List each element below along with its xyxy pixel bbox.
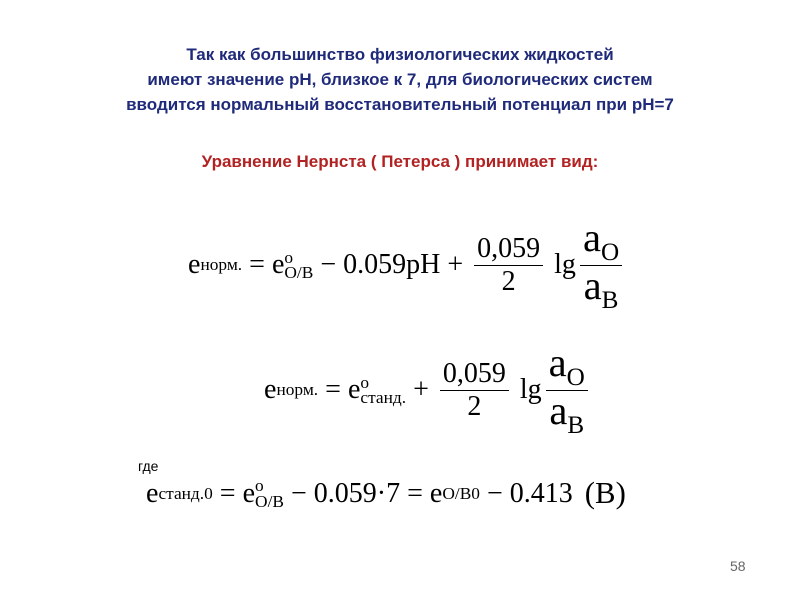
equation-nernst-peters: [188, 215, 626, 314]
heading: [0, 42, 800, 117]
eq3-sup-zero: 0: [204, 483, 213, 503]
eq1-a-den-sub: В: [601, 286, 619, 314]
eq3-sub-ov: O/В: [255, 491, 284, 511]
eq1-fraction-den: 2: [501, 265, 516, 297]
eq2-fraction: [440, 358, 509, 423]
eq1-a-den: a: [583, 262, 602, 308]
page-number: 58: [730, 558, 746, 574]
eq1-sub-norm: норм.: [200, 255, 243, 275]
eq2-sub-stand: станд.: [360, 388, 407, 408]
heading-line-2: имеют значение рН, близкое к 7, для биологических систем: [147, 70, 653, 89]
eq1-e: e: [188, 249, 201, 281]
eq1-a-num-sub: O: [600, 238, 620, 266]
eq2-e2: e: [347, 374, 361, 406]
eq2-a-num-sub: O: [566, 363, 585, 391]
eq3-sub-ov2: O/В: [442, 483, 472, 503]
eq2-fraction-den: 2: [467, 390, 482, 422]
eq1-lg: lg: [547, 249, 576, 281]
eq3-mid: − 0.059·7 =: [283, 477, 430, 509]
where-label: где: [138, 458, 159, 474]
eq1-activity-fraction: [580, 215, 622, 314]
eq3-sub-stand: станд.: [158, 483, 205, 503]
eq1-a-num: a: [582, 215, 601, 260]
eq2-activity-fraction: [546, 340, 588, 439]
eq3-e2: e: [242, 477, 256, 509]
eq2-a-num: a: [548, 340, 567, 385]
eq3-unit: (В): [584, 476, 626, 510]
eq2-sub-norm: норм.: [276, 380, 319, 400]
eq2-a-den-sub: В: [567, 411, 585, 439]
eq1-fraction: [474, 233, 543, 298]
equation-standard-potential: [146, 476, 626, 511]
heading-line-3: вводится нормальный восстановительный потенциал при рН=7: [126, 95, 674, 114]
eq3-equals: =: [212, 477, 243, 509]
eq1-fraction-num: 0,059: [477, 232, 541, 264]
eq3-sup-zero2: 0: [471, 483, 480, 503]
eq1-e2: e: [271, 249, 285, 281]
subtitle: Уравнение Нернста ( Петерса ) принимает вид:: [201, 152, 599, 171]
eq2-fraction-num: 0,059: [442, 357, 506, 389]
eq3-sup-o: o: [255, 475, 264, 495]
eq1-equals: =: [242, 249, 272, 281]
eq2-e: e: [264, 374, 277, 406]
heading-line-1: Так как большинство физиологических жидкостей: [186, 45, 614, 64]
eq3-e: e: [146, 477, 159, 509]
eq2-lg: lg: [512, 374, 542, 406]
eq3-tail: − 0.413: [479, 477, 573, 509]
eq2-a-den: a: [549, 387, 568, 433]
eq1-sup-o: o: [284, 247, 294, 267]
eq2-sup-o: o: [360, 372, 370, 392]
eq1-sub-ov: O/В: [284, 263, 314, 283]
eq1-minus-term: − 0.059pH +: [313, 249, 471, 281]
eq2-equals: =: [318, 374, 348, 406]
equation-normal-potential: [264, 340, 592, 439]
eq3-e3: e: [429, 477, 443, 509]
eq2-plus: +: [406, 374, 436, 406]
